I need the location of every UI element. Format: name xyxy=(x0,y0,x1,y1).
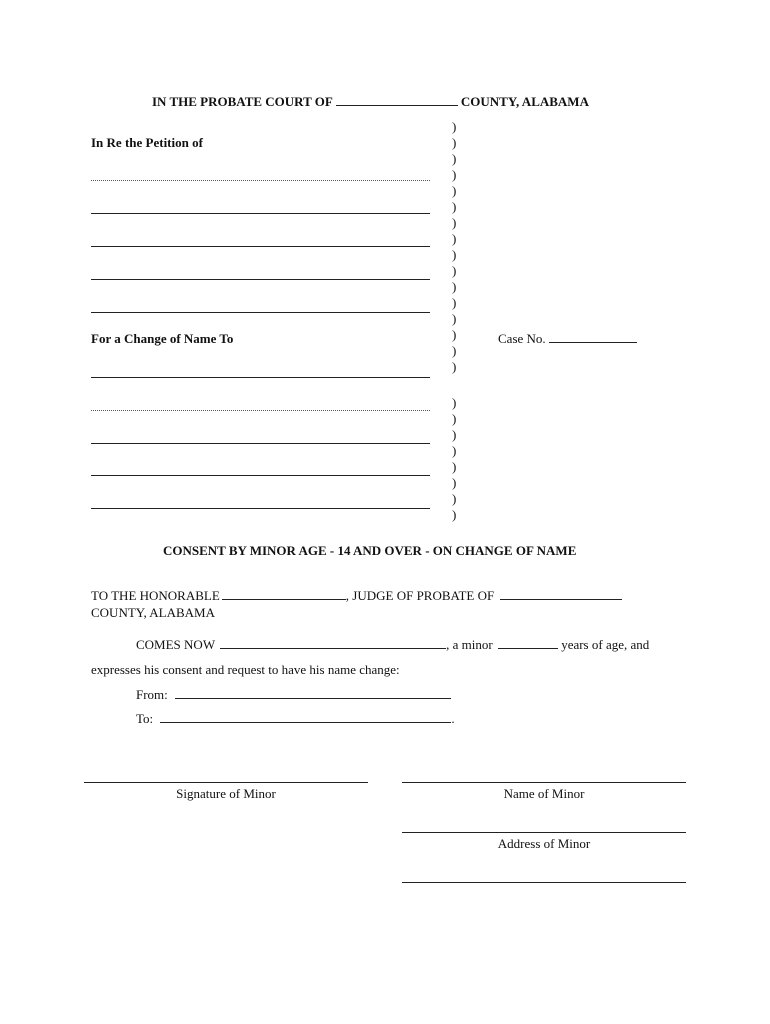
petitioner-line-2[interactable] xyxy=(91,213,430,214)
caption-paren: ) xyxy=(452,199,457,214)
to-line xyxy=(136,711,455,727)
petitioner-line-4[interactable] xyxy=(91,279,430,280)
caption-paren: ) xyxy=(452,215,457,230)
caption-paren: ) xyxy=(452,311,457,326)
new-name-line-2[interactable] xyxy=(91,410,430,411)
caption-paren: ) xyxy=(452,491,457,506)
caption-paren: ) xyxy=(452,167,457,182)
caption-paren: ) xyxy=(452,343,457,358)
new-name-line-5[interactable] xyxy=(91,508,430,509)
caption-paren: ) xyxy=(452,427,457,442)
court-title-right: COUNTY, ALABAMA xyxy=(460,94,589,109)
minor-name-blank[interactable] xyxy=(220,637,446,649)
honorable-line xyxy=(91,588,622,604)
caption-paren: ) xyxy=(452,327,457,342)
comes-now-text: COMES NOW xyxy=(136,637,215,652)
petition-label: In Re the Petition of xyxy=(91,135,203,150)
age-blank[interactable] xyxy=(498,637,558,649)
case-number xyxy=(498,331,637,347)
judge-of-probate-text: , JUDGE OF PROBATE OF xyxy=(345,588,495,603)
court-title xyxy=(152,94,589,110)
address-line-2[interactable] xyxy=(402,882,686,883)
from-name-blank[interactable] xyxy=(175,687,451,699)
to-label: To: xyxy=(136,711,154,726)
caption-paren: ) xyxy=(452,151,457,166)
county-alabama-line: COUNTY, ALABAMA xyxy=(91,605,215,620)
from-label: From: xyxy=(136,687,168,702)
caption-paren: ) xyxy=(452,395,457,410)
case-number-blank[interactable] xyxy=(549,331,637,343)
caption-paren: ) xyxy=(452,359,457,374)
to-name-blank[interactable] xyxy=(160,711,451,723)
signature-line[interactable] xyxy=(84,782,368,783)
signature-of-minor-label: Signature of Minor xyxy=(176,786,276,801)
petitioner-line-1[interactable] xyxy=(91,180,430,181)
new-name-line-3[interactable] xyxy=(91,443,430,444)
caption-paren: ) xyxy=(452,183,457,198)
caption-paren: ) xyxy=(452,247,457,262)
caption-paren: ) xyxy=(452,475,457,490)
caption-paren: ) xyxy=(452,135,457,150)
petitioner-line-5[interactable] xyxy=(91,312,430,313)
new-name-line-1[interactable] xyxy=(91,377,430,378)
new-name-line-4[interactable] xyxy=(91,475,430,476)
caption-paren: ) xyxy=(452,443,457,458)
caption-paren: ) xyxy=(452,119,457,134)
consent-heading: CONSENT BY MINOR AGE - 14 AND OVER - ON CHANGE OF NAME xyxy=(163,543,577,558)
caption-paren: ) xyxy=(452,279,457,294)
expresses-line: expresses his consent and request to have his name change: xyxy=(91,662,400,677)
court-title-left: IN THE PROBATE COURT OF xyxy=(152,94,333,109)
judge-name-blank[interactable] xyxy=(222,588,346,600)
probate-county-blank[interactable] xyxy=(500,588,622,600)
change-label: For a Change of Name To xyxy=(91,331,234,346)
years-of-age-text: years of age, and xyxy=(561,637,650,652)
address-of-minor-label: Address of Minor xyxy=(497,836,591,851)
caption-paren: ) xyxy=(452,263,457,278)
to-period: . xyxy=(451,711,455,726)
name-of-minor-line[interactable] xyxy=(402,782,686,783)
comes-now-line xyxy=(136,637,649,653)
address-line-1[interactable] xyxy=(402,832,686,833)
to-honorable-text: TO THE HONORABLE xyxy=(91,588,220,603)
a-minor-text: , a minor xyxy=(446,637,493,652)
name-of-minor-label: Name of Minor xyxy=(503,786,585,801)
case-number-label: Case No. xyxy=(498,331,546,346)
from-line xyxy=(136,687,451,703)
caption-paren: ) xyxy=(452,411,457,426)
caption-paren: ) xyxy=(452,507,457,522)
petitioner-line-3[interactable] xyxy=(91,246,430,247)
caption-paren: ) xyxy=(452,231,457,246)
caption-paren: ) xyxy=(452,295,457,310)
caption-paren: ) xyxy=(452,459,457,474)
county-blank[interactable] xyxy=(336,94,458,106)
